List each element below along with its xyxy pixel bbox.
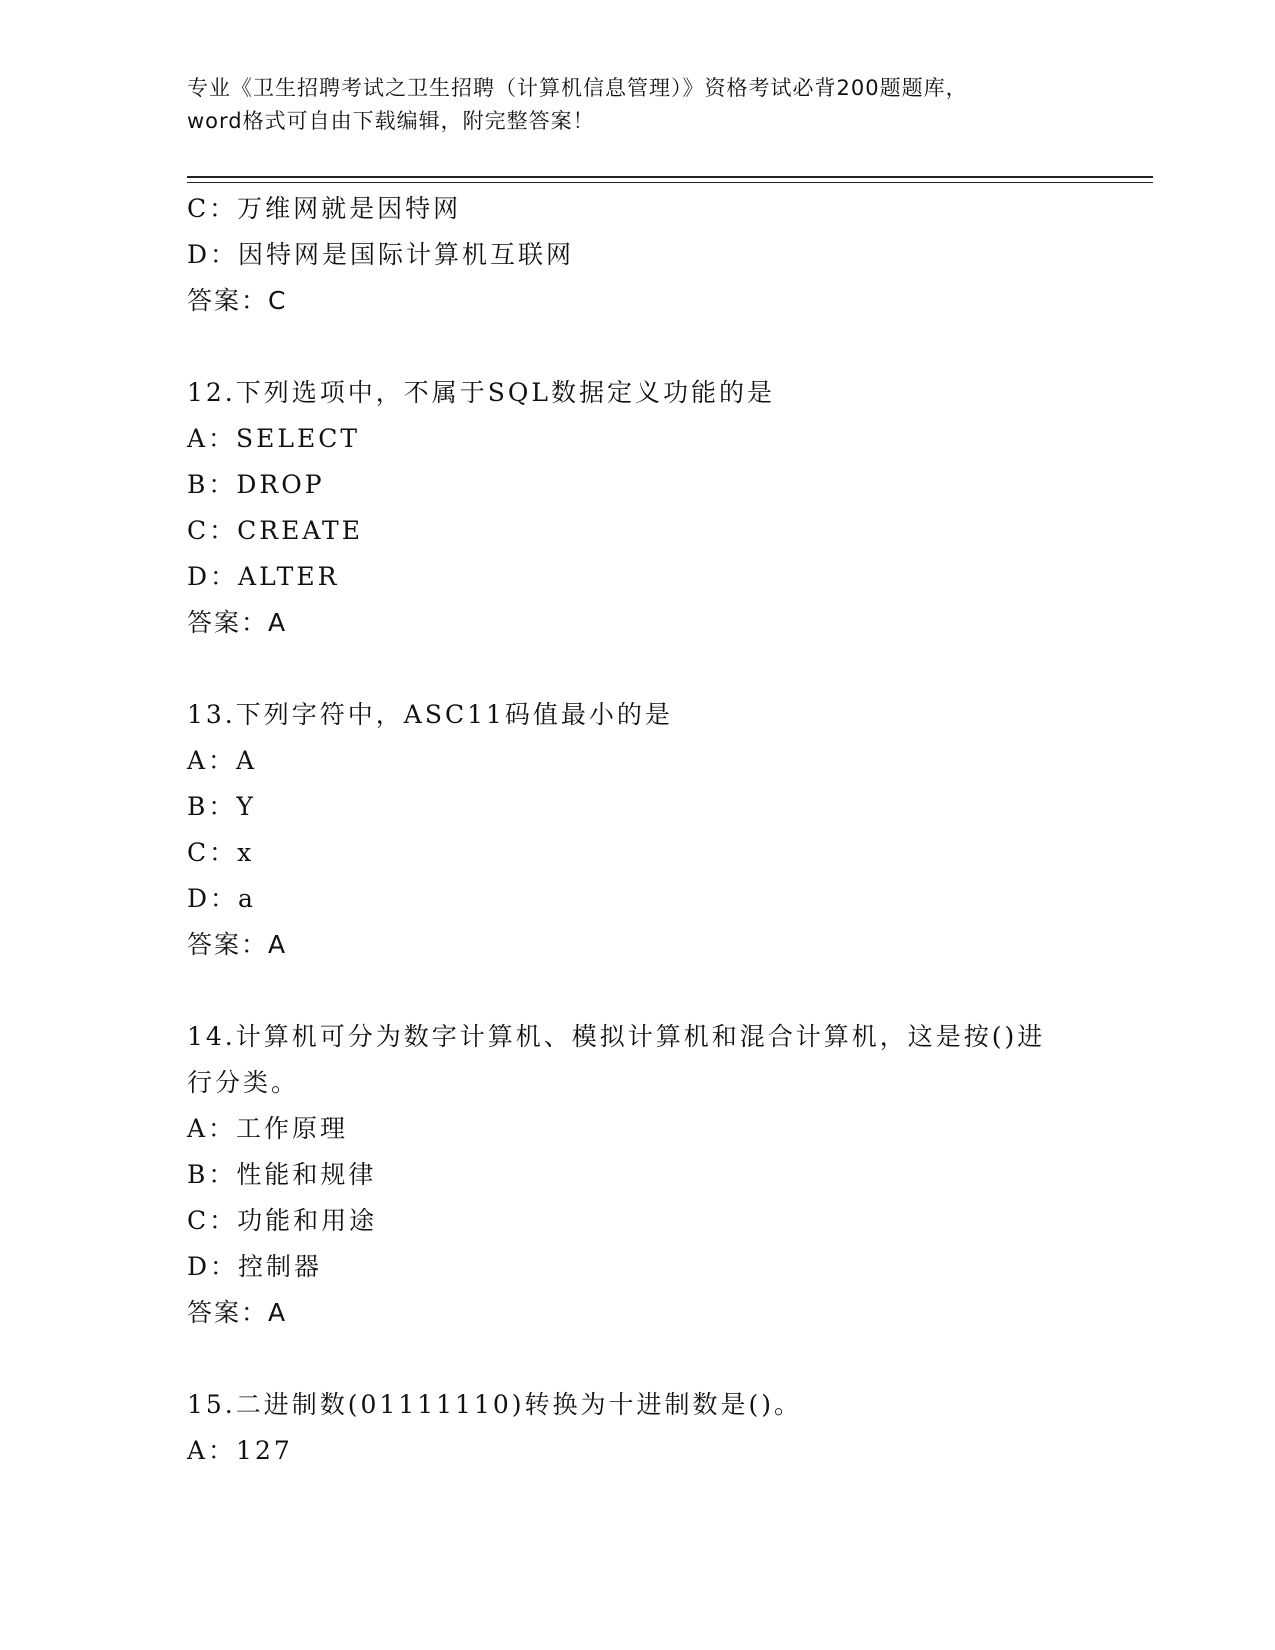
- question-stem: 13.下列字符中，ASC11码值最小的是: [187, 700, 673, 729]
- option-d: D：因特网是国际计算机互联网: [187, 240, 575, 269]
- question-11-continued: [187, 186, 1087, 324]
- question-15: [187, 1382, 1087, 1474]
- option-d: D：a: [187, 884, 256, 913]
- option-b: B：Y: [187, 792, 256, 821]
- question-list: [187, 186, 1087, 1474]
- option-b: B：性能和规律: [187, 1160, 377, 1189]
- question-stem-line-1: 14.计算机可分为数字计算机、模拟计算机和混合计算机，这是按()进: [187, 1022, 1046, 1051]
- header-line-1: 专业《卫生招聘考试之卫生招聘（计算机信息管理）》资格考试必背200题题库，: [187, 76, 968, 100]
- option-a: A：A: [187, 746, 258, 775]
- question-14: [187, 1014, 1087, 1336]
- document-header: [187, 72, 1087, 138]
- spacer: [187, 1336, 1087, 1382]
- spacer: [187, 968, 1087, 1014]
- question-13: [187, 692, 1087, 968]
- header-line-2: word格式可自由下载编辑，附完整答案！: [187, 109, 595, 133]
- option-a: A：工作原理: [187, 1114, 349, 1143]
- question-stem-line-2: 行分类。: [187, 1068, 300, 1097]
- option-d: D：控制器: [187, 1252, 323, 1281]
- option-b: B：DROP: [187, 470, 325, 499]
- answer-line: 答案：A: [187, 608, 288, 637]
- answer-line: 答案：A: [187, 930, 288, 959]
- answer-line: 答案：A: [187, 1298, 288, 1327]
- spacer: [187, 646, 1087, 692]
- option-c: C：功能和用途: [187, 1206, 378, 1235]
- option-c: C：CREATE: [187, 516, 363, 545]
- question-12: [187, 370, 1087, 646]
- answer-line: 答案：C: [187, 286, 288, 315]
- question-stem: 15.二进制数(01111110)转换为十进制数是()。: [187, 1390, 803, 1419]
- question-stem: 12.下列选项中，不属于SQL数据定义功能的是: [187, 378, 775, 407]
- option-c: C：x: [187, 838, 255, 867]
- option-a: A：127: [187, 1436, 293, 1465]
- header-divider-thick: [187, 176, 1153, 178]
- option-d: D：ALTER: [187, 562, 340, 591]
- option-a: A：SELECT: [187, 424, 361, 453]
- header-divider-thin: [187, 182, 1153, 183]
- spacer: [187, 324, 1087, 370]
- option-c: C：万维网就是因特网: [187, 194, 462, 223]
